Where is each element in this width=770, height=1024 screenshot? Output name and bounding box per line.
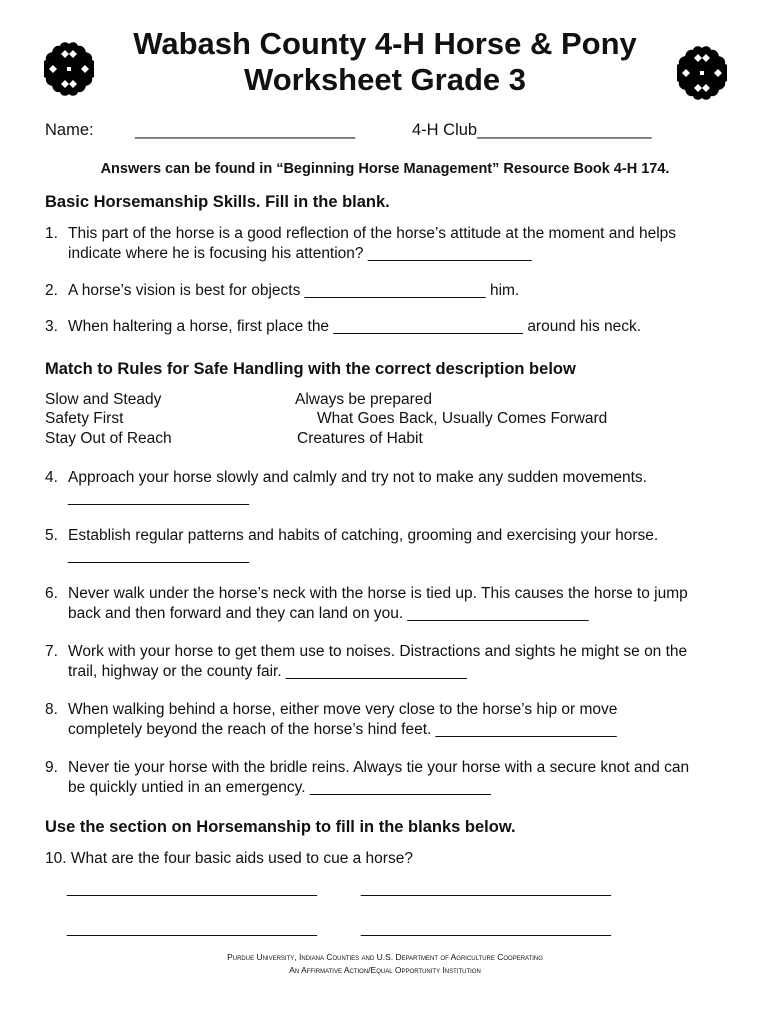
question-text: A horse’s vision is best for objects _____________________ him.: [68, 282, 520, 299]
question-text: Work with your horse to get them use to noises. Distractions and sights he might se on the: [68, 643, 688, 660]
question-number: 9.: [45, 759, 58, 776]
question-number: 6.: [45, 585, 58, 602]
answer-blank[interactable]: _____________________________: [67, 920, 317, 937]
question-text: Approach your horse slowly and calmly and try not to make any sudden movements.: [68, 469, 647, 486]
question-2: [45, 281, 745, 301]
question-text: This part of the horse is a good reflection of the horse’s attitude at the moment and helps: [68, 225, 677, 242]
question-number: 2.: [45, 282, 58, 299]
page-title-line1: Wabash County 4-H Horse & Pony: [133, 26, 637, 61]
footer-line2: An Affirmative Action/Equal Opportunity Institution: [289, 965, 481, 975]
question-4: [45, 468, 745, 508]
question-1: [45, 224, 745, 264]
section-heading-horsemanship: Use the section on Horsemanship to fill in the blanks below.: [45, 818, 516, 836]
question-number: 7.: [45, 643, 58, 660]
question-text: be quickly untied in an emergency. _____________________: [68, 779, 491, 796]
question-text: When haltering a horse, first place the ______________________ around his neck.: [68, 318, 642, 335]
match-option-right: Creatures of Habit: [297, 430, 423, 447]
question-text: Never walk under the horse’s neck with the horse is tied up. This causes the horse to jump: [68, 585, 688, 602]
question-number: 8.: [45, 701, 58, 718]
question-9: [45, 758, 745, 798]
answer-blank[interactable]: _____________________________: [67, 880, 317, 897]
answer-blank[interactable]: _____________________________: [361, 920, 611, 937]
question-text: Never tie your horse with the bridle reins. Always tie your horse with a secure knot and can: [68, 759, 690, 776]
question-8: [45, 700, 745, 740]
question-text: When walking behind a horse, either move very close to the horse’s hip or move: [68, 701, 618, 718]
question-10: [45, 849, 413, 869]
question-number: 10.: [45, 850, 67, 867]
question-text: indicate where he is focusing his attention? ___________________: [68, 245, 532, 262]
question-text: back and then forward and they can land on you. _____________________: [68, 605, 589, 622]
match-option-left: Stay Out of Reach: [45, 430, 172, 447]
question-3: [45, 317, 745, 337]
question-text: Establish regular patterns and habits of catching, grooming and exercising your horse.: [68, 527, 659, 544]
match-option-left: Slow and Steady: [45, 391, 162, 408]
answer-blank[interactable]: _____________________________: [361, 880, 611, 897]
question-number: 3.: [45, 318, 58, 335]
question-number: 5.: [45, 527, 58, 544]
name-label: Name:: [45, 121, 94, 139]
question-text: completely beyond the reach of the horse’s hind feet. _____________________: [68, 721, 617, 738]
footer-line1: Purdue University, Indiana Counties and U.S. Department of Agriculture Cooperating: [227, 952, 543, 962]
club-field-row: [412, 120, 651, 140]
question-number: 4.: [45, 469, 58, 486]
question-text: What are the four basic aids used to cue a horse?: [70, 850, 413, 867]
question-5: [45, 526, 745, 566]
club-label: 4-H Club: [412, 121, 478, 139]
question-6: [45, 584, 745, 624]
match-option-left: Safety First: [45, 410, 124, 427]
match-option-right: Always be prepared: [295, 391, 432, 408]
answer-blank[interactable]: _____________________: [68, 547, 250, 564]
question-text: trail, highway or the county fair. _____________________: [68, 663, 467, 680]
question-7: [45, 642, 745, 682]
match-option-right: What Goes Back, Usually Comes Forward: [317, 410, 608, 427]
name-field[interactable]: ________________________: [135, 121, 356, 139]
section-heading-safe-handling: Match to Rules for Safe Handling with the correct description below: [45, 360, 576, 378]
answers-note: Answers can be found in “Beginning Horse Management” Resource Book 4-H 174.: [100, 161, 670, 177]
section-heading-basic-skills: Basic Horsemanship Skills. Fill in the blank.: [45, 193, 390, 211]
club-field[interactable]: ___________________: [477, 121, 652, 139]
question-number: 1.: [45, 225, 58, 242]
page-title-line2: Worksheet Grade 3: [244, 62, 526, 97]
answer-blank[interactable]: _____________________: [68, 489, 250, 506]
